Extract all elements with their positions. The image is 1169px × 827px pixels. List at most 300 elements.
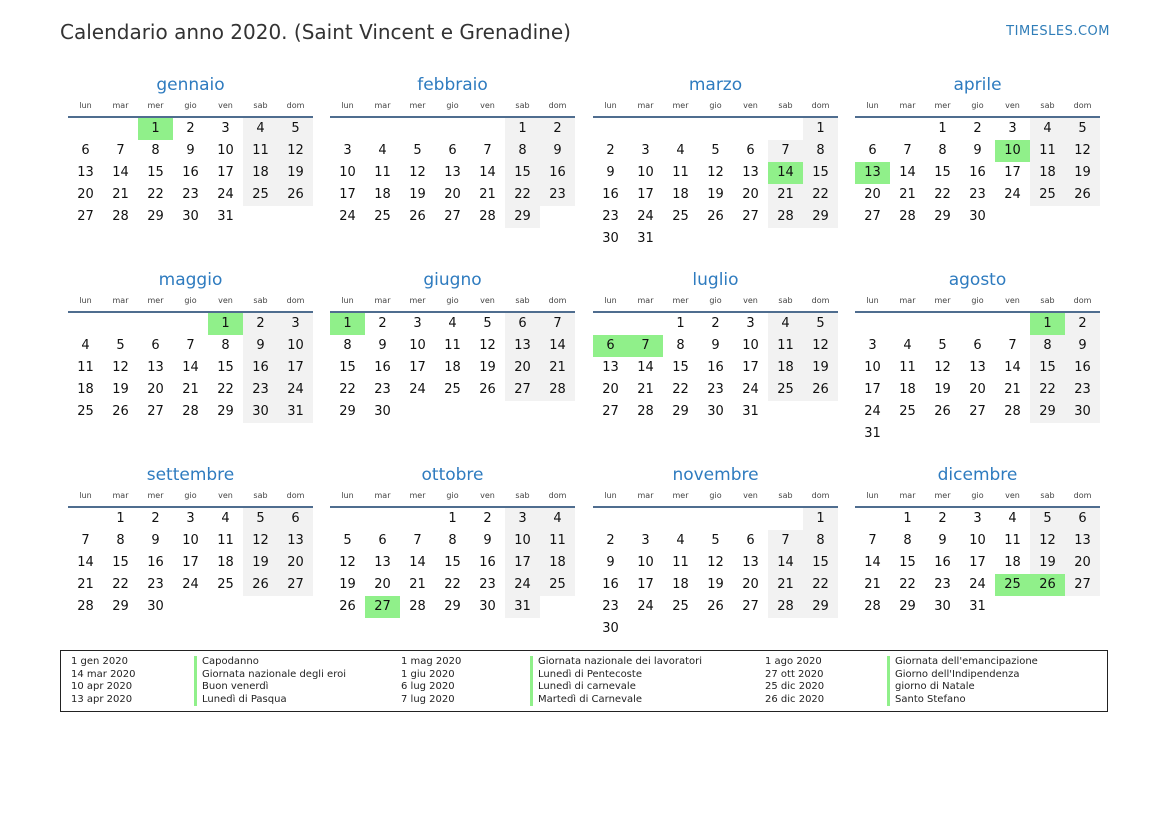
- day-cell: 11: [444, 338, 461, 353]
- empty-day-cell: [593, 313, 628, 335]
- day-cell: 20: [444, 187, 461, 202]
- day-cell: 21: [540, 357, 575, 379]
- day-cell: 24: [864, 404, 881, 419]
- day-cell: 21: [637, 382, 654, 397]
- day-cell: 18: [672, 577, 689, 592]
- day-cell: 10: [864, 360, 881, 375]
- day-cell: 9: [1065, 335, 1100, 357]
- day-cell: 4: [1030, 118, 1065, 140]
- day-cell: 20: [505, 357, 540, 379]
- legend-holiday-name: Buon venerdì: [194, 681, 346, 694]
- day-cell: 6: [278, 508, 313, 530]
- day-cell: 20: [278, 552, 313, 574]
- day-cell: 30: [969, 209, 986, 224]
- day-grid: [593, 118, 838, 250]
- day-cell: 29: [505, 206, 540, 228]
- day-cell: 11: [243, 140, 278, 162]
- month-name: ottobre: [421, 465, 484, 485]
- day-cell: 20: [742, 577, 759, 592]
- day-cell: 8: [938, 143, 947, 158]
- page-title: Calendario anno 2020. (Saint Vincent e Grenadine): [60, 20, 571, 44]
- day-cell: 19: [479, 360, 496, 375]
- day-cell: 14: [768, 552, 803, 574]
- day-cell: 13: [742, 555, 759, 570]
- day-cell: 4: [903, 338, 912, 353]
- day-cell: 21: [768, 574, 803, 596]
- day-cell: 14: [899, 165, 916, 180]
- day-cell: 10: [637, 555, 654, 570]
- legend-date: 10 apr 2020: [71, 681, 133, 692]
- weekday-label: mer: [672, 491, 689, 500]
- weekday-label: ven: [743, 491, 758, 500]
- day-cell: 3: [641, 143, 650, 158]
- day-cell: 30: [602, 231, 619, 246]
- legend-holiday-name: Lunedì di carnevale: [530, 681, 702, 694]
- day-cell: 20: [602, 382, 619, 397]
- day-cell: 15: [505, 162, 540, 184]
- day-cell: 20: [969, 382, 986, 397]
- empty-day-cell: [890, 118, 925, 140]
- day-cell: 31: [278, 401, 313, 423]
- weekday-label: gio: [184, 101, 197, 110]
- day-cell: 24: [339, 209, 356, 224]
- day-cell: 9: [938, 533, 947, 548]
- day-cell: 11: [217, 533, 234, 548]
- day-cell: 30: [707, 404, 724, 419]
- day-cell: 8: [448, 533, 457, 548]
- day-cell: 31: [864, 426, 881, 441]
- weekday-label: mar: [637, 296, 654, 305]
- empty-day-cell: [330, 508, 365, 530]
- legend-names-column: [530, 656, 702, 706]
- weekday-label: mer: [147, 101, 164, 110]
- holiday-day-cell: 1: [330, 313, 365, 335]
- day-cell: 23: [479, 577, 496, 592]
- weekday-label: ven: [743, 101, 758, 110]
- day-cell: 8: [505, 140, 540, 162]
- day-cell: 15: [1030, 357, 1065, 379]
- day-cell: 13: [742, 165, 759, 180]
- day-cell: 26: [803, 379, 838, 401]
- legend-names-column: [194, 656, 346, 706]
- day-cell: 5: [483, 316, 492, 331]
- day-cell: 9: [973, 143, 982, 158]
- day-cell: 27: [969, 404, 986, 419]
- day-cell: 22: [803, 574, 838, 596]
- empty-day-cell: [698, 118, 733, 140]
- day-cell: 11: [1004, 533, 1021, 548]
- day-cell: 25: [243, 184, 278, 206]
- weekday-label: mer: [147, 296, 164, 305]
- month-febbraio: [330, 73, 575, 228]
- weekday-label: ven: [1005, 296, 1020, 305]
- day-cell: 15: [803, 552, 838, 574]
- weekday-label: gio: [184, 296, 197, 305]
- weekday-label: dom: [548, 296, 567, 305]
- empty-day-cell: [890, 313, 925, 335]
- day-cell: 28: [540, 379, 575, 401]
- weekday-label: ven: [218, 101, 233, 110]
- weekday-label: mer: [147, 491, 164, 500]
- day-cell: 5: [243, 508, 278, 530]
- weekday-label: mer: [934, 101, 951, 110]
- weekday-label: sab: [515, 101, 530, 110]
- day-cell: 16: [182, 165, 199, 180]
- weekday-header: [855, 488, 1100, 503]
- weekday-label: ven: [480, 491, 495, 500]
- day-cell: 12: [339, 555, 356, 570]
- weekday-label: lun: [341, 491, 354, 500]
- day-cell: 23: [182, 187, 199, 202]
- empty-day-cell: [925, 313, 960, 335]
- day-cell: 27: [602, 404, 619, 419]
- site-link[interactable]: TIMESLES.COM: [1006, 24, 1110, 39]
- weekday-label: gio: [446, 101, 459, 110]
- holiday-day-cell: 26: [1030, 574, 1065, 596]
- day-cell: 24: [1004, 187, 1021, 202]
- holiday-day-cell: 7: [628, 335, 663, 357]
- day-cell: 3: [221, 121, 230, 136]
- day-cell: 19: [339, 577, 356, 592]
- day-cell: 5: [116, 338, 125, 353]
- day-cell: 30: [1065, 401, 1100, 423]
- day-cell: 15: [339, 360, 356, 375]
- day-cell: 9: [151, 533, 160, 548]
- day-cell: 11: [672, 165, 689, 180]
- day-cell: 22: [339, 382, 356, 397]
- weekday-header: [330, 488, 575, 503]
- holiday-day-cell: 13: [855, 162, 890, 184]
- day-cell: 25: [1030, 184, 1065, 206]
- weekday-label: lun: [604, 491, 617, 500]
- day-cell: 5: [938, 338, 947, 353]
- weekday-label: mer: [934, 491, 951, 500]
- weekday-label: mer: [672, 101, 689, 110]
- legend-holiday-name: giorno di Natale: [887, 681, 1038, 694]
- day-cell: 2: [186, 121, 195, 136]
- day-cell: 18: [768, 357, 803, 379]
- empty-day-cell: [855, 313, 890, 335]
- weekday-label: sab: [253, 296, 268, 305]
- holiday-legend: [60, 650, 1108, 712]
- day-cell: 17: [217, 165, 234, 180]
- day-cell: 3: [746, 316, 755, 331]
- empty-day-cell: [68, 118, 103, 140]
- day-cell: 2: [378, 316, 387, 331]
- month-maggio: [68, 268, 313, 423]
- day-cell: 15: [217, 360, 234, 375]
- day-cell: 17: [637, 187, 654, 202]
- day-cell: 13: [374, 555, 391, 570]
- day-cell: 23: [707, 382, 724, 397]
- day-cell: 30: [374, 404, 391, 419]
- day-grid: [855, 508, 1100, 618]
- day-cell: 12: [278, 140, 313, 162]
- day-cell: 11: [899, 360, 916, 375]
- weekday-label: sab: [778, 296, 793, 305]
- day-cell: 15: [899, 555, 916, 570]
- weekday-label: mar: [374, 101, 391, 110]
- weekday-label: gio: [709, 101, 722, 110]
- holiday-day-cell: 6: [593, 335, 628, 357]
- legend-date: 1 gen 2020: [71, 656, 129, 667]
- day-cell: 5: [803, 313, 838, 335]
- weekday-label: dom: [811, 491, 830, 500]
- legend-holiday-name: Giornata dell'emancipazione: [887, 656, 1038, 669]
- day-cell: 15: [147, 165, 164, 180]
- day-cell: 27: [742, 209, 759, 224]
- day-cell: 13: [444, 165, 461, 180]
- holiday-day-cell: 27: [365, 596, 400, 618]
- day-cell: 16: [969, 165, 986, 180]
- weekday-label: dom: [1073, 491, 1092, 500]
- day-cell: 23: [934, 577, 951, 592]
- day-cell: 29: [217, 404, 234, 419]
- legend-holiday-name: Giornata nazionale dei lavoratori: [530, 656, 702, 669]
- weekday-label: mer: [409, 296, 426, 305]
- weekday-header: [593, 98, 838, 113]
- day-cell: 4: [448, 316, 457, 331]
- day-cell: 2: [606, 143, 615, 158]
- day-cell: 19: [112, 382, 129, 397]
- day-cell: 13: [147, 360, 164, 375]
- day-cell: 18: [243, 162, 278, 184]
- day-cell: 10: [339, 165, 356, 180]
- day-cell: 18: [444, 360, 461, 375]
- day-cell: 20: [864, 187, 881, 202]
- day-cell: 7: [413, 533, 422, 548]
- legend-holiday-name: Santo Stefano: [887, 694, 1038, 707]
- day-cell: 31: [505, 596, 540, 618]
- day-cell: 16: [147, 555, 164, 570]
- empty-day-cell: [68, 508, 103, 530]
- day-cell: 8: [903, 533, 912, 548]
- day-cell: 14: [77, 555, 94, 570]
- day-cell: 4: [768, 313, 803, 335]
- legend-date: 26 dic 2020: [765, 693, 825, 705]
- weekday-label: lun: [341, 101, 354, 110]
- day-cell: 20: [77, 187, 94, 202]
- day-cell: 12: [707, 165, 724, 180]
- empty-day-cell: [698, 508, 733, 530]
- day-cell: 9: [243, 335, 278, 357]
- weekday-header: [593, 293, 838, 308]
- day-cell: 23: [1065, 379, 1100, 401]
- weekday-label: ven: [1005, 491, 1020, 500]
- day-cell: 2: [938, 511, 947, 526]
- day-cell: 9: [711, 338, 720, 353]
- legend-holiday-name: Lunedì di Pasqua: [194, 694, 346, 707]
- weekday-label: sab: [1040, 296, 1055, 305]
- day-cell: 15: [934, 165, 951, 180]
- day-cell: 5: [1030, 508, 1065, 530]
- day-cell: 21: [768, 184, 803, 206]
- empty-day-cell: [365, 118, 400, 140]
- day-cell: 5: [711, 533, 720, 548]
- day-cell: 8: [151, 143, 160, 158]
- day-cell: 22: [803, 184, 838, 206]
- month-name: febbraio: [417, 75, 488, 95]
- day-cell: 21: [479, 187, 496, 202]
- day-cell: 9: [186, 143, 195, 158]
- day-cell: 2: [540, 118, 575, 140]
- day-cell: 29: [934, 209, 951, 224]
- weekday-label: mar: [899, 491, 916, 500]
- day-cell: 9: [540, 140, 575, 162]
- weekday-label: ven: [480, 296, 495, 305]
- day-cell: 6: [973, 338, 982, 353]
- day-cell: 26: [409, 209, 426, 224]
- day-cell: 2: [151, 511, 160, 526]
- weekday-label: sab: [515, 491, 530, 500]
- weekday-label: mar: [637, 491, 654, 500]
- day-cell: 22: [217, 382, 234, 397]
- day-cell: 12: [803, 335, 838, 357]
- weekday-header: [855, 293, 1100, 308]
- day-cell: 3: [413, 316, 422, 331]
- month-agosto: [855, 268, 1100, 445]
- weekday-label: dom: [286, 101, 305, 110]
- day-cell: 26: [707, 209, 724, 224]
- day-cell: 19: [934, 382, 951, 397]
- weekday-label: sab: [1040, 491, 1055, 500]
- empty-day-cell: [628, 313, 663, 335]
- day-cell: 22: [1030, 379, 1065, 401]
- day-cell: 21: [899, 187, 916, 202]
- day-cell: 16: [243, 357, 278, 379]
- day-cell: 27: [444, 209, 461, 224]
- day-cell: 31: [969, 599, 986, 614]
- day-cell: 2: [711, 316, 720, 331]
- day-cell: 23: [243, 379, 278, 401]
- day-cell: 6: [151, 338, 160, 353]
- day-cell: 10: [182, 533, 199, 548]
- day-cell: 30: [147, 599, 164, 614]
- day-cell: 14: [409, 555, 426, 570]
- month-name: marzo: [688, 75, 743, 95]
- day-cell: 7: [768, 530, 803, 552]
- day-cell: 23: [602, 599, 619, 614]
- day-cell: 19: [707, 187, 724, 202]
- day-cell: 5: [711, 143, 720, 158]
- weekday-label: sab: [778, 101, 793, 110]
- day-cell: 6: [378, 533, 387, 548]
- day-cell: 15: [803, 162, 838, 184]
- day-cell: 16: [934, 555, 951, 570]
- day-cell: 10: [637, 165, 654, 180]
- legend-dates-column: [71, 656, 136, 706]
- day-cell: 22: [934, 187, 951, 202]
- weekday-label: mar: [374, 491, 391, 500]
- day-grid: [330, 508, 575, 618]
- day-cell: 27: [77, 209, 94, 224]
- day-cell: 2: [243, 313, 278, 335]
- day-cell: 22: [672, 382, 689, 397]
- day-cell: 12: [1065, 140, 1100, 162]
- day-cell: 9: [606, 555, 615, 570]
- day-cell: 23: [602, 209, 619, 224]
- weekday-label: gio: [971, 296, 984, 305]
- month-novembre: [593, 463, 838, 640]
- day-cell: 26: [112, 404, 129, 419]
- day-cell: 24: [969, 577, 986, 592]
- day-cell: 29: [339, 404, 356, 419]
- day-cell: 19: [278, 162, 313, 184]
- day-cell: 22: [112, 577, 129, 592]
- day-cell: 18: [1004, 555, 1021, 570]
- weekday-label: lun: [866, 491, 879, 500]
- day-cell: 10: [278, 335, 313, 357]
- holiday-day-cell: 1: [1030, 313, 1065, 335]
- day-cell: 16: [707, 360, 724, 375]
- empty-day-cell: [330, 118, 365, 140]
- day-cell: 4: [243, 118, 278, 140]
- weekday-label: mer: [409, 101, 426, 110]
- day-cell: 18: [217, 555, 234, 570]
- day-cell: 11: [77, 360, 94, 375]
- weekday-label: dom: [548, 491, 567, 500]
- legend-dates-column: [765, 656, 824, 706]
- day-cell: 1: [676, 316, 685, 331]
- day-cell: 25: [672, 599, 689, 614]
- day-cell: 27: [742, 599, 759, 614]
- day-cell: 24: [637, 599, 654, 614]
- day-cell: 10: [969, 533, 986, 548]
- empty-day-cell: [68, 313, 103, 335]
- holiday-day-cell: 25: [995, 574, 1030, 596]
- day-cell: 22: [505, 184, 540, 206]
- month-giugno: [330, 268, 575, 423]
- day-grid: [593, 508, 838, 640]
- weekday-label: gio: [184, 491, 197, 500]
- day-cell: 26: [934, 404, 951, 419]
- day-cell: 22: [444, 577, 461, 592]
- day-cell: 3: [973, 511, 982, 526]
- legend-holiday-name: Lunedì di Pentecoste: [530, 669, 702, 682]
- month-aprile: [855, 73, 1100, 228]
- day-cell: 17: [1004, 165, 1021, 180]
- day-cell: 30: [602, 621, 619, 636]
- weekday-label: dom: [286, 296, 305, 305]
- day-cell: 10: [217, 143, 234, 158]
- day-cell: 7: [483, 143, 492, 158]
- day-cell: 8: [803, 140, 838, 162]
- day-cell: 29: [112, 599, 129, 614]
- day-cell: 12: [479, 338, 496, 353]
- day-cell: 28: [77, 599, 94, 614]
- weekday-header: [68, 488, 313, 503]
- day-cell: 25: [899, 404, 916, 419]
- weekday-label: sab: [1040, 101, 1055, 110]
- empty-day-cell: [593, 508, 628, 530]
- day-cell: 24: [742, 382, 759, 397]
- empty-day-cell: [733, 118, 768, 140]
- day-cell: 6: [1065, 508, 1100, 530]
- empty-day-cell: [733, 508, 768, 530]
- holiday-day-cell: 1: [208, 313, 243, 335]
- day-cell: 7: [903, 143, 912, 158]
- day-cell: 25: [768, 379, 803, 401]
- weekday-label: mar: [899, 101, 916, 110]
- day-cell: 4: [676, 143, 685, 158]
- weekday-label: ven: [218, 491, 233, 500]
- day-cell: 6: [81, 143, 90, 158]
- day-cell: 16: [1065, 357, 1100, 379]
- legend-date: 6 lug 2020: [401, 681, 455, 692]
- day-cell: 25: [217, 577, 234, 592]
- day-cell: 16: [374, 360, 391, 375]
- day-cell: 27: [505, 379, 540, 401]
